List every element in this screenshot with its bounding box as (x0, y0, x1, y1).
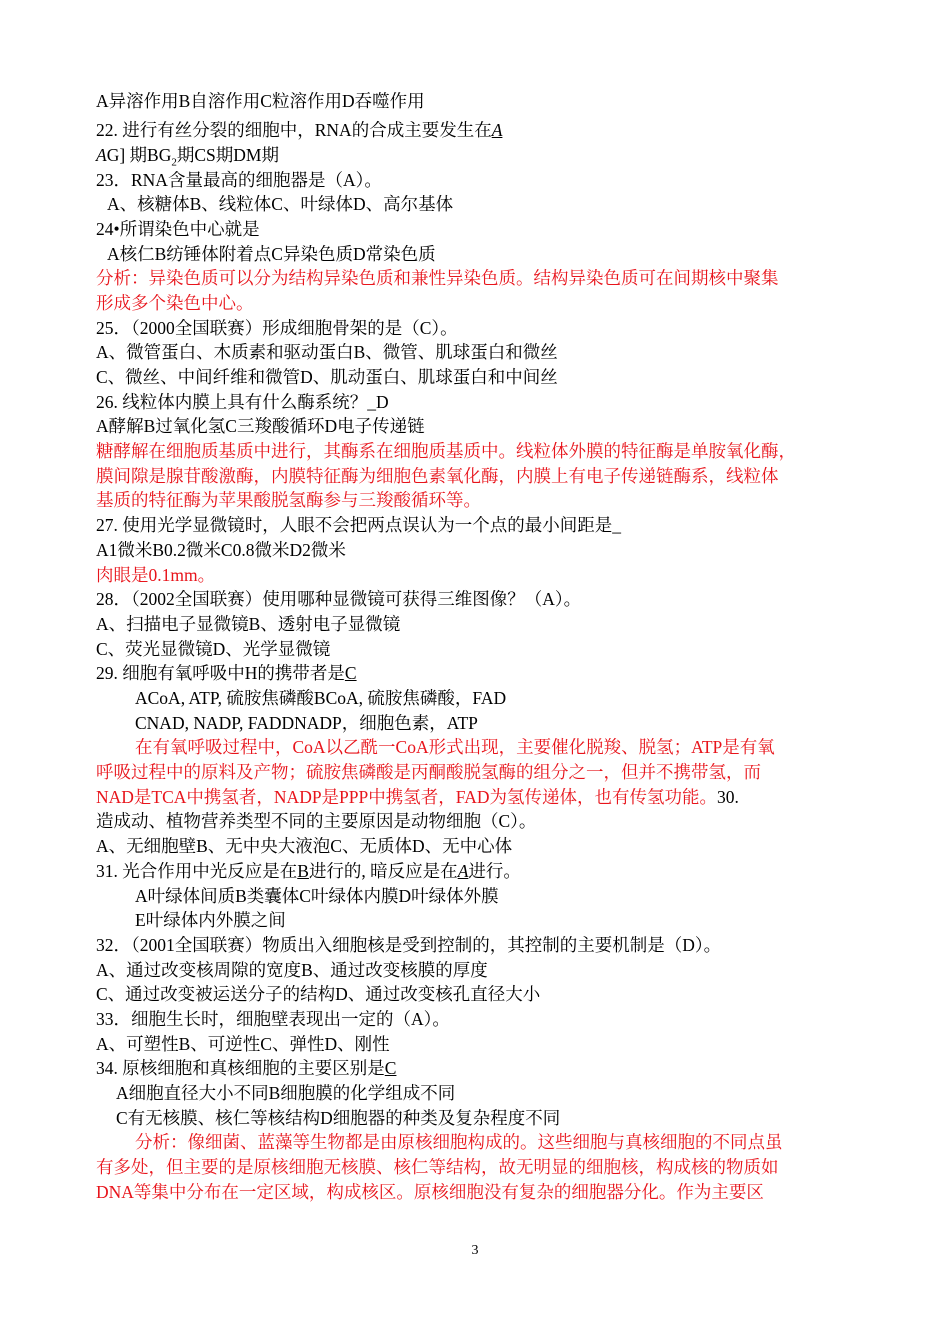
answer-mark: A (457, 861, 469, 881)
options-31: A叶绿体间质B类囊体C叶绿体内膜D叶绿体外膜 (135, 886, 499, 906)
question-27: 27. 使用光学显微镜时，人眼不会把两点误认为一个点的最小间距是_ (96, 515, 621, 535)
question-32: 32．（2001全国联赛）物质出入细胞核是受到控制的，其控制的主要机制是（D）。 (96, 935, 722, 955)
analysis-line: 糖酵解在细胞质基质中进行，其酶系在细胞质基质中。线粒体外膜的特征酶是单胺氧化酶， (96, 441, 796, 461)
analysis-line: 分析：像细菌、蓝藻等生物都是由原核细胞构成的。这些细胞与真核细胞的不同点虽 (135, 1132, 783, 1152)
options-23: A、核糖体B、线粒体C、叶绿体D、高尔基体 (107, 194, 454, 214)
options-25: A、微管蛋白、木质素和驱动蛋白B、微管、肌球蛋白和微丝 (96, 342, 558, 362)
question-31 (96, 859, 521, 883)
question-22 (96, 118, 502, 142)
question-29 (96, 661, 357, 685)
analysis-line: 膜间隙是腺苷酸激酶，内膜特征酶为细胞色素氧化酶，内膜上有电子传递链酶系，线粒体 (96, 466, 779, 486)
analysis-line: 形成多个染色中心。 (96, 293, 254, 313)
question-28: 28．（2002全国联赛）使用哪种显微镜可获得三维图像？（A）。 (96, 589, 582, 609)
question-24: 24•所谓染色中心就是 (96, 219, 260, 239)
analysis-line: 肉眼是0.1mm。 (96, 565, 216, 585)
options-34: A细胞直径大小不同B细胞膜的化学组成不同 (116, 1083, 456, 1103)
options-27: A1微米B0.2微米C0.8微米D2微米 (96, 540, 346, 560)
question-text: 34. 原核细胞和真核细胞的主要区别是 (96, 1058, 385, 1078)
options-31: E叶绿体内外膜之间 (135, 910, 286, 930)
question-text: 进行。 (468, 861, 521, 881)
question-text: 22. 进行有丝分裂的细胞中，RNA的合成主要发生在 (96, 120, 492, 140)
analysis-line: DNA等集中分布在一定区域，构成核区。原核细胞没有复杂的细胞器分化。作为主要区 (96, 1182, 764, 1202)
question-number: 30. (716, 787, 739, 807)
answer-mark: C (344, 663, 357, 683)
subscript: 2 (171, 156, 177, 169)
page-number: 3 (471, 1243, 479, 1258)
options-28: A、扫描电子显微镜B、透射电子显微镜 (96, 614, 401, 634)
answer-mark: A (491, 120, 503, 140)
option-text: G (106, 145, 120, 165)
question-33: 33．细胞生长时，细胞壁表现出一定的（A）。 (96, 1009, 450, 1029)
options-29: ACoA, ATP, 硫胺焦磷酸BCoA, 硫胺焦磷酸，FAD (135, 688, 507, 708)
options-25: C、微丝、中间纤维和微管D、肌动蛋白、肌球蛋白和中间丝 (96, 367, 558, 387)
answer-mark: B (297, 861, 309, 881)
question-23: 23．RNA含量最高的细胞器是（A）。 (96, 170, 382, 190)
analysis-line: 有多处，但主要的是原核细胞无核膜、核仁等结构，故无明显的细胞核，构成核的物质如 (96, 1157, 779, 1177)
question-34 (96, 1056, 396, 1080)
question-30: 造成动、植物营养类型不同的主要原因是动物细胞（C）。 (96, 811, 537, 831)
option-text: 期CS期DM期 (176, 145, 279, 165)
analysis-line: 在有氧呼吸过程中，CoA以乙酰一CoA形式出现，主要催化脱羧、脱氢；ATP是有氧 (135, 737, 775, 757)
analysis-line (96, 785, 739, 809)
question-26: 26. 线粒体内膜上具有什么酶系统？_D (96, 392, 389, 412)
options-32: C、通过改变被运送分子的结构D、通过改变核孔直径大小 (96, 984, 541, 1004)
question-text: 31. 光合作用中光反应是在 (96, 861, 298, 881)
option-text: ] (119, 145, 126, 165)
question-text: 29. 细胞有氧呼吸中H的携带者是 (96, 663, 345, 683)
options-32: A、通过改变核周隙的宽度B、通过改变核膜的厚度 (96, 960, 488, 980)
question-25: 25．（2000全国联赛）形成细胞骨架的是（C）。 (96, 318, 458, 338)
analysis-text: NAD是TCA中携氢者，NADP是PPP中携氢者，FAD为氢传递体，也有传氢功能。 (96, 787, 717, 807)
analysis-line: 分析：异染色质可以分为结构异染色质和兼性异染色质。结构异染色质可在间期核中聚集 (96, 268, 779, 288)
answer-mark: C (384, 1058, 397, 1078)
options-29: CNAD, NADP, FADDNADP，细胞色素，ATP (135, 713, 478, 733)
analysis-line: 基质的特征酶为苹果酸脱氢酶参与三羧酸循环等。 (96, 490, 481, 510)
text-line: A异溶作用B自溶作用C粒溶作用D吞噬作用 (96, 91, 425, 111)
options-24: A核仁B纺锤体附着点C异染色质D常染色质 (107, 244, 436, 264)
options-34: C有无核膜、核仁等核结构D细胞器的种类及复杂程度不同 (116, 1108, 561, 1128)
question-text: 进行的, 暗反应是在 (308, 861, 458, 881)
option-text: A (96, 145, 107, 165)
analysis-line: 呼吸过程中的原料及产物；硫胺焦磷酸是丙酮酸脱氢酶的组分之一，但并不携带氢，而 (96, 762, 761, 782)
options-30: A、无细胞壁B、无中央大液泡C、无质体D、无中心体 (96, 836, 513, 856)
options-28: C、荧光显微镜D、光学显微镜 (96, 639, 331, 659)
options-33: A、可塑性B、可逆性C、弹性D、刚性 (96, 1034, 390, 1054)
options-26: A酵解B过氧化氢C三羧酸循环D电子传递链 (96, 416, 425, 436)
option-text: 期BG (125, 145, 172, 165)
